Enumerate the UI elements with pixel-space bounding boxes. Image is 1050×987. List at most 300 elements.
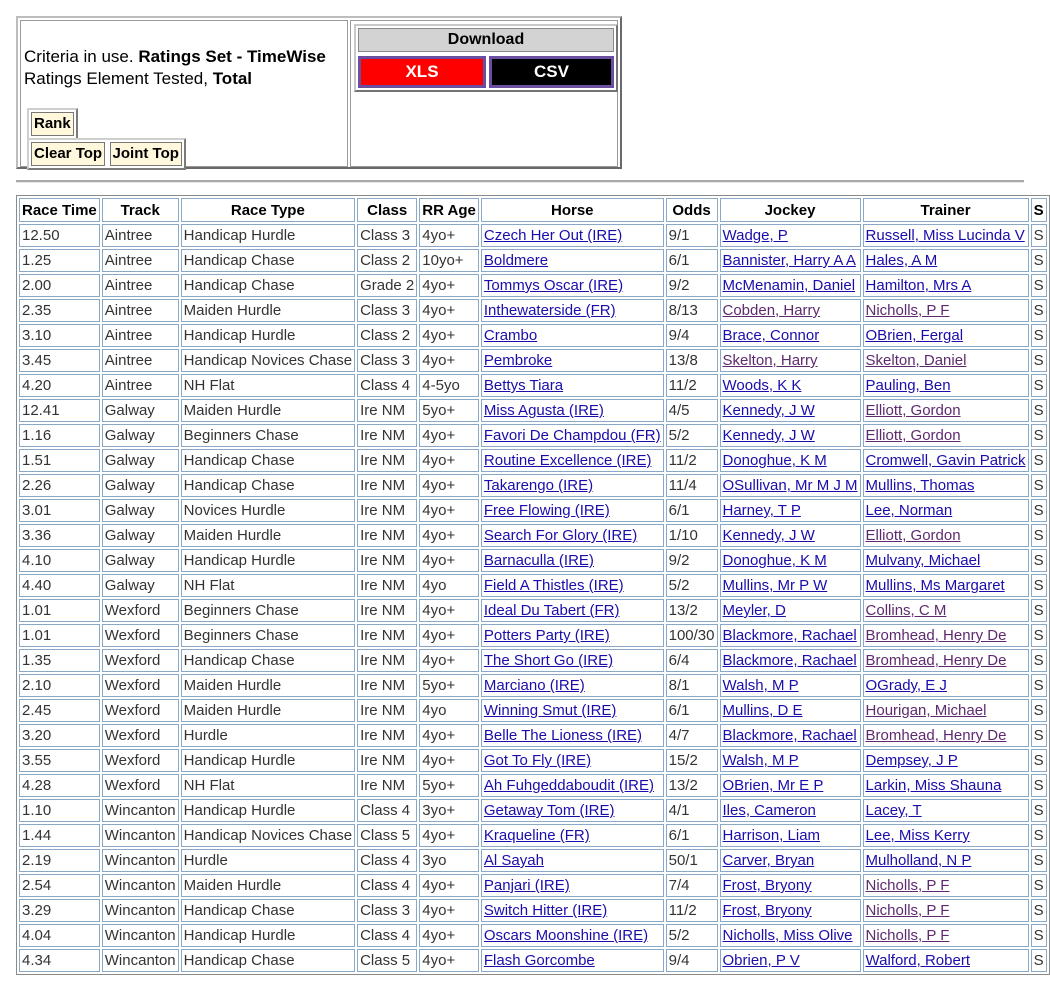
overflow-cell: S [1031,349,1047,372]
rr-age-cell: 4yo+ [419,599,479,622]
track-cell: Wincanton [102,924,179,947]
overflow-cell: S [1031,224,1047,247]
track-cell: Galway [102,524,179,547]
trainer-link[interactable]: Hamilton, Mrs A [865,277,972,294]
horse-link[interactable]: Miss Agusta (IRE) [483,402,604,419]
trainer-link[interactable]: Bromhead, Henry De [865,652,1007,669]
header-race-type[interactable]: Race Type [181,198,355,222]
table-row [19,424,1047,447]
race-type-cell: Hurdle [181,724,355,747]
track-cell: Wincanton [102,899,179,922]
jockey-link[interactable]: McMenamin, Daniel [722,277,856,294]
trainer-cell [863,274,1029,297]
horse-link[interactable]: Ideal Du Tabert (FR) [483,602,620,619]
table-row [19,299,1047,322]
class-cell: Ire NM [357,424,417,447]
rr-age-cell: 5yo+ [419,674,479,697]
odds-cell: 5/2 [666,424,718,447]
track-cell: Galway [102,549,179,572]
jockey-cell [720,824,861,847]
jockey-link[interactable]: Mullins, Mr P W [722,577,828,594]
jockey-cell [720,274,861,297]
horse-link[interactable]: Inthewaterside (FR) [483,302,616,319]
race-time-cell: 12.50 [19,224,100,247]
class-cell: Class 4 [357,799,417,822]
race-type-cell: Maiden Hurdle [181,874,355,897]
rr-age-cell: 4yo+ [419,349,479,372]
table-row [19,649,1047,672]
jockey-link[interactable]: Bannister, Harry A A [722,252,856,269]
jockey-cell [720,299,861,322]
trainer-link[interactable]: Mullins, Ms Margaret [865,577,1005,594]
rr-age-cell: 4yo+ [419,649,479,672]
jockey-link[interactable]: Kennedy, J W [722,402,815,419]
trainer-link[interactable]: Russell, Miss Lucinda V [865,227,1025,244]
track-cell: Galway [102,574,179,597]
odds-cell: 11/4 [666,474,718,497]
horse-link[interactable]: Flash Gorcombe [483,952,595,969]
odds-cell: 9/1 [666,224,718,247]
class-cell: Ire NM [357,699,417,722]
class-cell: Class 4 [357,874,417,897]
track-cell: Wexford [102,674,179,697]
odds-cell: 8/1 [666,674,718,697]
xls-download-button[interactable]: XLS [358,56,486,88]
track-cell: Aintree [102,299,179,322]
class-cell: Class 3 [357,299,417,322]
race-type-cell: Handicap Chase [181,649,355,672]
odds-cell: 100/30 [666,624,718,647]
trainer-cell [863,874,1029,897]
jockey-cell [720,599,861,622]
race-time-cell: 3.01 [19,499,100,522]
horse-link[interactable]: Kraqueline (FR) [483,827,590,844]
trainer-link[interactable]: Nicholls, P F [865,302,950,319]
horse-link[interactable]: Marciano (IRE) [483,677,585,694]
joint-top-button[interactable]: Joint Top [110,142,182,166]
horse-link[interactable]: Belle The Lioness (IRE) [483,727,643,744]
track-cell: Aintree [102,274,179,297]
track-cell: Wexford [102,749,179,772]
trainer-cell [863,474,1029,497]
odds-cell: 9/4 [666,324,718,347]
trainer-link[interactable]: Mulholland, N P [865,852,972,869]
rr-age-cell: 4yo+ [419,949,479,972]
overflow-cell: S [1031,674,1047,697]
race-time-cell: 2.10 [19,674,100,697]
horse-link[interactable]: Potters Party (IRE) [483,627,610,644]
race-time-cell: 2.45 [19,699,100,722]
jockey-link[interactable]: Harrison, Liam [722,827,821,844]
element-value: Total [212,69,253,88]
overflow-cell: S [1031,849,1047,872]
class-cell: Ire NM [357,599,417,622]
horse-cell [481,399,664,422]
trainer-link[interactable]: Lacey, T [865,802,922,819]
jockey-cell [720,624,861,647]
horse-cell [481,749,664,772]
class-cell: Ire NM [357,674,417,697]
trainer-link[interactable]: Collins, C M [865,602,947,619]
trainer-cell [863,224,1029,247]
overflow-cell: S [1031,924,1047,947]
race-type-cell: NH Flat [181,774,355,797]
horse-link[interactable]: Al Sayah [483,852,544,869]
class-cell: Ire NM [357,549,417,572]
rr-age-cell: 4yo+ [419,749,479,772]
jockey-link[interactable]: Mullins, D E [722,702,803,719]
trainer-link[interactable]: Nicholls, P F [865,877,950,894]
jockey-cell [720,924,861,947]
table-row [19,324,1047,347]
overflow-cell: S [1031,399,1047,422]
horse-cell [481,524,664,547]
race-type-cell: Maiden Hurdle [181,399,355,422]
jockey-cell [720,649,861,672]
track-cell: Wexford [102,649,179,672]
horse-cell [481,224,664,247]
rr-age-cell: 4yo+ [419,824,479,847]
trainer-link[interactable]: Elliott, Gordon [865,527,961,544]
track-cell: Wincanton [102,824,179,847]
criteria-value: Ratings Set - TimeWise [138,47,326,66]
trainer-cell [863,749,1029,772]
trainer-link[interactable]: Skelton, Daniel [865,352,967,369]
results-table-container[interactable] [16,195,1044,975]
jockey-link[interactable]: Kennedy, J W [722,527,815,544]
table-header-row [19,198,1047,222]
overflow-cell: S [1031,574,1047,597]
horse-link[interactable]: Pembroke [483,352,553,369]
jockey-cell [720,324,861,347]
jockey-link[interactable]: Kennedy, J W [722,427,815,444]
trainer-cell [863,524,1029,547]
jockey-link[interactable]: Blackmore, Rachael [722,652,857,669]
horse-link[interactable]: Barnaculla (IRE) [483,552,594,569]
race-time-cell: 3.10 [19,324,100,347]
jockey-link[interactable]: Donoghue, K M [722,552,827,569]
trainer-link[interactable]: Mulvany, Michael [865,552,981,569]
horse-cell [481,474,664,497]
jockey-link[interactable]: Cobden, Harry [722,302,821,319]
track-cell: Wexford [102,774,179,797]
clear-top-button[interactable]: Clear Top [31,142,105,166]
odds-cell: 9/2 [666,549,718,572]
horse-link[interactable]: Free Flowing (IRE) [483,502,610,519]
rr-age-cell: 4yo [419,699,479,722]
jockey-link[interactable]: Frost, Bryony [722,877,812,894]
race-type-cell: Beginners Chase [181,624,355,647]
jockey-link[interactable]: Skelton, Harry [722,352,818,369]
jockey-link[interactable]: Walsh, M P [722,752,799,769]
criteria-cell [20,20,348,167]
odds-cell: 11/2 [666,899,718,922]
race-type-cell: Maiden Hurdle [181,524,355,547]
jockey-link[interactable]: OBrien, Mr E P [722,777,824,794]
criteria-element [24,69,252,89]
horse-cell [481,574,664,597]
horse-link[interactable]: Takarengo (IRE) [483,477,594,494]
overflow-cell: S [1031,774,1047,797]
trainer-link[interactable]: Nicholls, P F [865,927,950,944]
table-row [19,274,1047,297]
race-type-cell: Handicap Hurdle [181,799,355,822]
trainer-link[interactable]: Pauling, Ben [865,377,951,394]
trainer-link[interactable]: Mullins, Thomas [865,477,975,494]
track-cell: Galway [102,424,179,447]
race-type-cell: Maiden Hurdle [181,299,355,322]
overflow-cell: S [1031,474,1047,497]
header-track[interactable]: Track [102,198,179,222]
overflow-cell: S [1031,649,1047,672]
class-cell: Ire NM [357,574,417,597]
track-cell: Wincanton [102,874,179,897]
table-row [19,749,1047,772]
trainer-link[interactable]: Hourigan, Michael [865,702,987,719]
race-time-cell: 4.28 [19,774,100,797]
header-odds[interactable]: Odds [666,198,718,222]
horse-cell [481,699,664,722]
jockey-link[interactable]: Brace, Connor [722,327,820,344]
race-time-cell: 1.25 [19,249,100,272]
class-cell: Class 2 [357,249,417,272]
trainer-cell [863,324,1029,347]
trainer-cell [863,649,1029,672]
track-cell: Galway [102,474,179,497]
trainer-cell [863,449,1029,472]
table-row [19,224,1047,247]
class-cell: Class 4 [357,924,417,947]
jockey-link[interactable]: Blackmore, Rachael [722,627,857,644]
table-row [19,599,1047,622]
track-cell: Wexford [102,724,179,747]
class-cell: Ire NM [357,399,417,422]
trainer-link[interactable]: Elliott, Gordon [865,427,961,444]
race-time-cell: 3.20 [19,724,100,747]
trainer-link[interactable]: Nicholls, P F [865,902,950,919]
trainer-link[interactable]: Bromhead, Henry De [865,727,1007,744]
rr-age-cell: 4yo+ [419,624,479,647]
horse-cell [481,599,664,622]
odds-cell: 7/4 [666,874,718,897]
horse-link[interactable]: Crambo [483,327,538,344]
horse-cell [481,499,664,522]
jockey-cell [720,949,861,972]
overflow-cell: S [1031,824,1047,847]
jockey-link[interactable]: OSullivan, Mr M J M [722,477,858,494]
rr-age-cell: 5yo+ [419,399,479,422]
rank-button[interactable]: Rank [31,112,74,136]
horse-link[interactable]: Bettys Tiara [483,377,564,394]
horse-link[interactable]: Panjari (IRE) [483,877,570,894]
trainer-link[interactable]: OGrady, E J [865,677,947,694]
table-row [19,374,1047,397]
race-type-cell: Handicap Chase [181,949,355,972]
header-trainer[interactable]: Trainer [863,198,1029,222]
odds-cell: 15/2 [666,749,718,772]
horse-link[interactable]: Tommys Oscar (IRE) [483,277,624,294]
header-horse[interactable]: Horse [481,198,664,222]
horse-link[interactable]: Got To Fly (IRE) [483,752,592,769]
overflow-cell: S [1031,499,1047,522]
race-type-cell: Handicap Hurdle [181,924,355,947]
trainer-cell [863,424,1029,447]
trainer-cell [863,899,1029,922]
jockey-link[interactable]: Carver, Bryan [722,852,815,869]
jockey-link[interactable]: Walsh, M P [722,677,799,694]
horse-cell [481,299,664,322]
rr-age-cell: 4yo+ [419,474,479,497]
header-class[interactable]: Class [357,198,417,222]
odds-cell: 6/1 [666,699,718,722]
jockey-link[interactable]: Meyler, D [722,602,786,619]
header-rr-age[interactable]: RR Age [419,198,479,222]
trainer-cell [863,349,1029,372]
race-type-cell: Handicap Chase [181,274,355,297]
trainer-link[interactable]: Larkin, Miss Shauna [865,777,1002,794]
table-row [19,824,1047,847]
race-time-cell: 2.19 [19,849,100,872]
jockey-cell [720,424,861,447]
horse-link[interactable]: Boldmere [483,252,549,269]
rr-age-cell: 4yo+ [419,899,479,922]
trainer-link[interactable]: OBrien, Fergal [865,327,964,344]
class-cell: Ire NM [357,649,417,672]
horse-link[interactable]: Field A Thistles (IRE) [483,577,624,594]
jockey-link[interactable]: Iles, Cameron [722,802,816,819]
race-time-cell: 1.16 [19,424,100,447]
overflow-cell: S [1031,324,1047,347]
trainer-link[interactable]: Cromwell, Gavin Patrick [865,452,1026,469]
trainer-cell [863,799,1029,822]
horizontal-rule [16,180,1024,183]
horse-link[interactable]: Routine Excellence (IRE) [483,452,652,469]
trainer-cell [863,949,1029,972]
race-time-cell: 2.35 [19,299,100,322]
table-row [19,774,1047,797]
rr-age-cell: 4yo+ [419,274,479,297]
horse-cell [481,424,664,447]
trainer-link[interactable]: Hales, A M [865,252,938,269]
horse-link[interactable]: Ah Fuhgeddaboudit (IRE) [483,777,654,794]
jockey-link[interactable]: Wadge, P [722,227,788,244]
odds-cell: 1/10 [666,524,718,547]
horse-cell [481,274,664,297]
class-cell: Class 3 [357,349,417,372]
horse-cell [481,249,664,272]
jockey-link[interactable]: Frost, Bryony [722,902,812,919]
rr-age-cell: 4yo+ [419,874,479,897]
element-label: Ratings Element Tested, [24,69,213,88]
horse-cell [481,374,664,397]
odds-cell: 4/1 [666,799,718,822]
horse-cell [481,674,664,697]
horse-link[interactable]: Switch Hitter (IRE) [483,902,608,919]
jockey-link[interactable]: Blackmore, Rachael [722,727,857,744]
trainer-link[interactable]: Lee, Norman [865,502,953,519]
overflow-cell: S [1031,799,1047,822]
horse-link[interactable]: Search For Glory (IRE) [483,527,638,544]
trainer-cell [863,549,1029,572]
table-row [19,574,1047,597]
race-type-cell: Handicap Chase [181,899,355,922]
track-cell: Aintree [102,324,179,347]
class-cell: Ire NM [357,774,417,797]
jockey-cell [720,449,861,472]
overflow-cell: S [1031,949,1047,972]
race-time-cell: 3.29 [19,899,100,922]
horse-cell [481,549,664,572]
rr-age-cell: 4yo+ [419,299,479,322]
trainer-link[interactable]: Lee, Miss Kerry [865,827,970,844]
horse-link[interactable]: Czech Her Out (IRE) [483,227,623,244]
odds-cell: 5/2 [666,574,718,597]
horse-link[interactable]: The Short Go (IRE) [483,652,614,669]
table-row [19,849,1047,872]
class-cell: Class 4 [357,374,417,397]
class-cell: Ire NM [357,499,417,522]
horse-link[interactable]: Oscars Moonshine (IRE) [483,927,649,944]
overflow-cell: S [1031,549,1047,572]
header-race-time[interactable]: Race Time [19,198,100,222]
jockey-link[interactable]: Woods, K K [722,377,802,394]
class-cell: Class 3 [357,224,417,247]
overflow-cell: S [1031,424,1047,447]
top-buttons-box [27,138,186,170]
track-cell: Wexford [102,599,179,622]
horse-cell [481,849,664,872]
jockey-cell [720,349,861,372]
rr-age-cell: 4yo+ [419,449,479,472]
jockey-cell [720,849,861,872]
overflow-cell: S [1031,249,1047,272]
table-row [19,924,1047,947]
horse-link[interactable]: Winning Smut (IRE) [483,702,617,719]
header-jockey[interactable]: Jockey [720,198,861,222]
trainer-link[interactable]: Dempsey, J P [865,752,958,769]
rr-age-cell: 4yo [419,574,479,597]
track-cell: Wexford [102,699,179,722]
odds-cell: 9/4 [666,949,718,972]
jockey-link[interactable]: Obrien, P V [722,952,800,969]
jockey-cell [720,724,861,747]
trainer-link[interactable]: Elliott, Gordon [865,402,961,419]
horse-link[interactable]: Favori De Champdou (FR) [483,427,661,444]
trainer-link[interactable]: Bromhead, Henry De [865,627,1007,644]
csv-download-button[interactable]: CSV [489,56,614,88]
table-row [19,799,1047,822]
odds-cell: 5/2 [666,924,718,947]
trainer-link[interactable]: Walford, Robert [865,952,970,969]
table-row [19,899,1047,922]
jockey-link[interactable]: Donoghue, K M [722,452,827,469]
class-cell: Ire NM [357,449,417,472]
horse-link[interactable]: Getaway Tom (IRE) [483,802,615,819]
race-time-cell: 1.51 [19,449,100,472]
class-cell: Class 5 [357,824,417,847]
race-type-cell: NH Flat [181,374,355,397]
jockey-link[interactable]: Harney, T P [722,502,801,519]
overflow-cell: S [1031,724,1047,747]
overflow-cell: S [1031,899,1047,922]
horse-cell [481,874,664,897]
jockey-link[interactable]: Nicholls, Miss Olive [722,927,853,944]
class-cell: Class 2 [357,324,417,347]
jockey-cell [720,774,861,797]
overflow-cell: S [1031,874,1047,897]
race-time-cell: 4.20 [19,374,100,397]
jockey-cell [720,224,861,247]
